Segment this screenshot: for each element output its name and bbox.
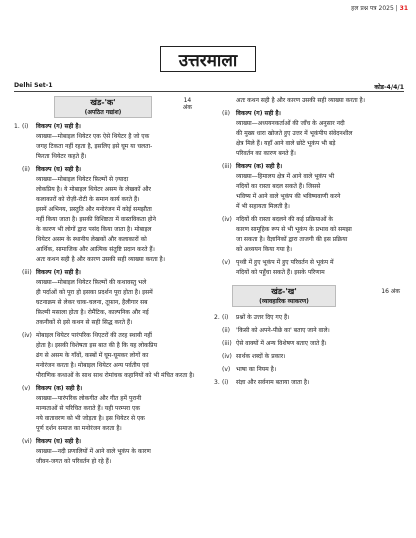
explanation-line: नदियों की रास्ता बदलने की कई प्रक्रियाओं के	[236, 216, 334, 223]
explanation-line: भविष्य में आने वाले भूकंप की भविष्यवाणी करने	[236, 193, 341, 200]
page-title: उत्तरमाला	[160, 46, 256, 72]
sub-question-number: (iii)	[222, 340, 232, 347]
left-answers	[14, 122, 202, 470]
section-a-marks-unit: अंक	[182, 104, 192, 111]
answer-option: विकल्प (क) सही है।	[236, 163, 283, 170]
explanation-line: मनोरंजन करता है। मोबाइल थियेटर अन्य पर्वतीय एवं	[36, 362, 149, 369]
section-a-box	[54, 96, 152, 118]
code-label: कोड-4/4/1	[374, 84, 404, 91]
section-b-title: खंड-'ख'	[271, 287, 297, 296]
explanation-line: जगह टिकता नहीं रहता है, इसलिए इसे घूम या चलता-	[36, 143, 153, 150]
sub-question-number: (iv)	[222, 216, 232, 223]
sub-question-number: (v)	[222, 259, 231, 266]
explanation-line: व्याख्या—मोबाइल थियेटर फ़िल्मों से ज़्यादा	[36, 176, 129, 183]
answer-block	[214, 326, 404, 335]
explanation-line: पूर्ण दर्शन समाज का मनोरंजन करता है।	[36, 425, 122, 432]
explanation-line: व्याख्या—पारंपरिक लोकगीत और गीत हमें पुरानी	[36, 395, 142, 402]
explanation-line: अतः कथन सही है और कारण उसकी सही व्याख्या करता है।	[36, 256, 166, 263]
section-a-header	[14, 96, 202, 118]
answer-block	[214, 339, 404, 348]
question-number: 2.	[214, 314, 220, 321]
answer-option: विकल्प (घ) सही है।	[36, 438, 82, 445]
answer-block	[214, 258, 404, 277]
answer-option: विकल्प (ग) सही है।	[36, 123, 81, 130]
section-b-header	[214, 285, 404, 307]
sub-question-number: (v)	[22, 385, 31, 392]
answer-block	[14, 437, 202, 466]
sub-question-number: (i)	[222, 314, 229, 321]
explanation-line: व्याख्या—हिमालय क्षेत्र में आने वाले भूकंप भी	[236, 173, 335, 180]
left-column	[14, 96, 202, 470]
grammar-answers	[214, 313, 404, 391]
answer-block	[14, 384, 202, 433]
explanation-line: मोबाइल थियेटर पारंपरिक थिएटरों की तरह स्थायी नहीं	[36, 332, 152, 339]
spacer	[14, 467, 202, 470]
explanation-line: तकनीकों से इसे कथन से सही सिद्ध करते हैं।	[36, 319, 133, 326]
section-a-marks-num: 14	[183, 97, 192, 104]
explanation-line: को अध्ययन किया गया है।	[236, 246, 292, 253]
question-number: 3.	[214, 379, 220, 386]
explanation-line: व्याख्या—नदी प्रणालियों में आने वाले भूकंप के कारण	[36, 448, 151, 455]
answer-block	[14, 331, 202, 380]
answer-option: विकल्प (घ) सही है।	[36, 166, 82, 173]
answer-block	[14, 268, 202, 327]
explanation-line: व्याख्या—अध्ययनकर्ताओं की जाँच के अनुसार नदी	[236, 120, 345, 127]
set-label: Delhi Set-1	[14, 82, 53, 89]
right-answers	[214, 96, 404, 281]
sub-question-number: (ii)	[22, 166, 31, 173]
explanation-line: में भी सहायता मिलती है।	[236, 203, 290, 210]
explanation-line: कलाकारों को रोज़ी-रोटी के समान कार्य करते हैं।	[36, 196, 140, 203]
explanation-line: थियेटर असम के स्थानीय लेखकों और कलाकारों को	[36, 236, 147, 243]
explanation-line: होता है। इसकी विशेषता इस बात की है कि यह लोकप्रिय	[36, 342, 158, 349]
explanation-line: संज्ञा और सर्वनाम बताया जाता है।	[236, 379, 310, 386]
sub-question-number: (iv)	[22, 332, 32, 339]
spacer	[214, 278, 404, 281]
sub-question-number: (v)	[222, 366, 231, 373]
answer-block	[214, 313, 404, 322]
explanation-line: क्षेत्र मिले हैं। यहाँ आने वाले छोटे भूकंप भी बड़े	[236, 140, 336, 147]
explanation-line: ढंग से असम के गाँवों, कस्बों में घूम-घूमकर लोगों का	[36, 352, 149, 359]
header-text: हल प्रश्न पत्र 2025 |	[351, 5, 398, 12]
explanation-line: जा सकता है। वैज्ञानिकों द्वारा ताजगी की इस प्रक्रिया	[236, 236, 348, 243]
answer-option: विकल्प (ग) सही है।	[236, 110, 281, 117]
answer-block	[214, 365, 404, 374]
sub-question-number: (iv)	[222, 353, 232, 360]
sub-question-number: (ii)	[222, 110, 231, 117]
section-a-marks	[183, 97, 192, 111]
answer-block	[214, 96, 404, 105]
explanation-line: फ़िल्मी मसाला होता है। रोमैंटिक, काल्पनिक और नई	[36, 309, 149, 316]
explanation-line: की मुख्य धारा खोजते हुए उत्तर में भूकंपीय संवेदनशील	[236, 130, 353, 137]
right-column	[214, 96, 404, 391]
explanation-line: फिरता थियेटर कहते हैं।	[36, 153, 87, 160]
section-b-box	[232, 285, 336, 307]
explanation-line: के कारण भी लोगों द्वारा पसंद किया जाता है। मोबाइल	[36, 226, 152, 233]
answer-option: विकल्प (क) सही है।	[36, 385, 83, 392]
explanation-line: आर्थिक, सामाजिक और आत्मिक संतुष्टि प्रदान करते हैं।	[36, 246, 155, 253]
explanation-line: प्रश्नों के उत्तर दिए गए हैं।	[236, 314, 290, 321]
explanation-line: कारण सामूहिक रूप से भी भूकंप के प्रभाव को समझा	[236, 226, 352, 233]
explanation-line: इसमें अभिनय, प्रस्तुति और मनोरंजन में कोई समझौता	[36, 206, 152, 213]
answer-block	[214, 109, 404, 158]
answer-option: विकल्प (ग) सही है।	[36, 269, 81, 276]
explanation-line: व्याख्या—मोबाइल थियेटर एक ऐसे थियेटर है जो एक	[36, 133, 150, 140]
explanation-line: परिवर्तन का कारण बनते हैं।	[236, 150, 296, 157]
spacer	[214, 388, 404, 391]
sub-question-number: (i)	[22, 123, 29, 130]
answer-block	[214, 378, 404, 387]
explanation-line: मान्यताओं से परिचित कराते हैं। यही परम्परा एक	[36, 405, 140, 412]
sub-question-number: (vi)	[22, 438, 32, 445]
section-b-subtitle: (व्यावहारिक व्याकरण)	[259, 298, 309, 305]
explanation-line: नहीं किया जाता है। इसकी विशिष्टता में वास्तविकता होने	[36, 216, 156, 223]
sub-question-number: (i)	[222, 379, 229, 386]
explanation-line: पौराणिक कथाओं के साथ साथ रोमांचक कहानियों को भी मंचित करता है।	[36, 372, 195, 379]
explanation-line: अतः कथन सही है और कारण उसकी सही व्याख्या करता है।	[236, 97, 366, 104]
answer-block	[214, 215, 404, 254]
section-b-marks: 16 अंक	[381, 288, 400, 295]
page-number: 31	[399, 5, 408, 12]
set-line	[14, 82, 404, 92]
question-number: 1.	[14, 123, 20, 130]
answer-block	[214, 352, 404, 361]
section-a-subtitle: (अपठित गद्यांश)	[84, 109, 122, 116]
explanation-line: भाषा का नियम है।	[236, 366, 277, 373]
answer-block	[214, 162, 404, 211]
explanation-line: घटनाक्रम से लेकर चाक-चलना, तूफ़ान, हैलीगार सब	[36, 299, 148, 306]
explanation-line: व्याख्या—मोबाइल थियेटर फ़िल्मों की कथावस्तु भले	[36, 279, 147, 286]
section-a-title: खंड-'क'	[90, 98, 116, 107]
explanation-line: ही पर्दाओं को पूरा हो इसका प्रदर्शन पूरा होता है। इसमें	[36, 289, 153, 296]
answer-block	[14, 122, 202, 161]
sub-question-number: (ii)	[222, 327, 231, 334]
answer-block	[14, 165, 202, 264]
explanation-line: नये वातावरण को भी जोड़ता है। इस थियेटर से एक	[36, 415, 145, 422]
explanation-line: सार्थक शब्दों के प्रकार।	[236, 353, 286, 360]
sub-question-number: (iii)	[222, 163, 232, 170]
explanation-line: नदियों को पहुँचा सकते हैं। इसके परिणाम	[236, 269, 325, 276]
explanation-line: नदियों का रास्ता बदल सकते हैं। जिससे	[236, 183, 321, 190]
explanation-line: 'किसी को अपने-पीछे का' बताए जाने वाले।	[236, 327, 330, 334]
sub-question-number: (iii)	[22, 269, 32, 276]
explanation-line: जीवन-जगत को परिवर्तन हो रहे हैं।	[36, 458, 112, 465]
explanation-line: पृथ्वी में हुए भूकंप में हुए परिवर्तन से भूकंप में	[236, 259, 334, 266]
explanation-line: ऐसे वाक्यों में अन्य विशेषण बताए जाते हैं।	[236, 340, 327, 347]
page-header	[351, 4, 408, 12]
explanation-line: लोकप्रिय है। ये मोबाइल थियेटर असम के लेखकों और	[36, 186, 151, 193]
